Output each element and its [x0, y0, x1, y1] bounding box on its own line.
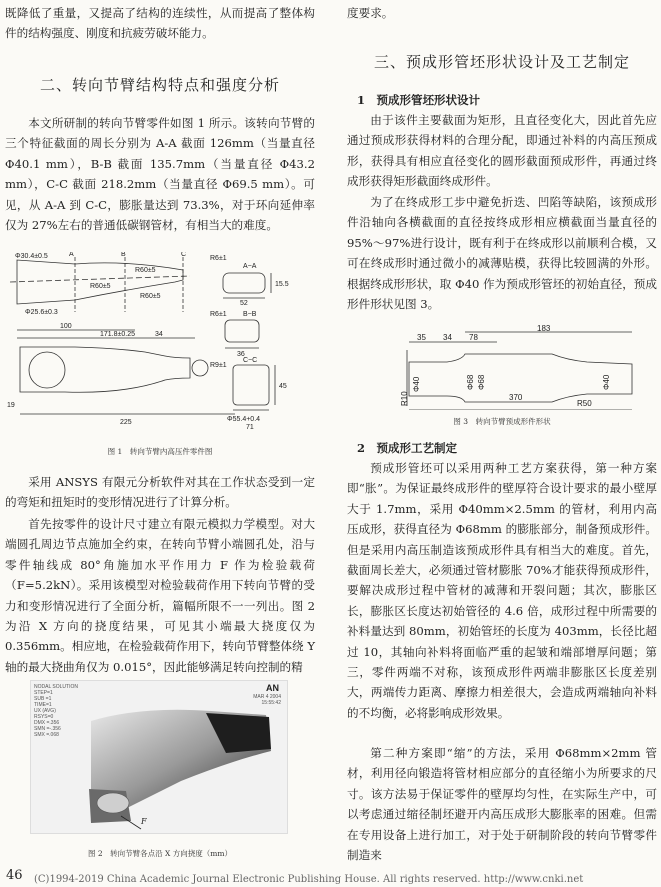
subsection-2-title: 2 预成形工艺制定 [357, 441, 458, 455]
dim-d68-a: Φ68 [466, 374, 475, 390]
section-2-para-2: 采用 ANSYS 有限元分析软件对其在工作状态受到一定的弯矩和扭矩时的变形情况进行了计算分析。 [5, 475, 315, 510]
label-a: A [69, 252, 74, 258]
label-c: C [181, 252, 187, 258]
section-3-para-4: 第二种方案即“缩”的方法，采用 Φ68mm×2mm 管材，利用径向锻造将管材相应部分的直径缩小为所要求的尺寸。该方法易于保证零件的壁厚均匀性，在实际生产中，可以考虑通过缩径制坯避开内高压成形大膨胀率的困难。但需在专用设备上进行加工，对于处于研制阶段的转向节臂零件制造来 [347, 746, 657, 863]
force-label: F [141, 817, 147, 826]
section-bb-shape [225, 320, 259, 342]
dim-171-8: 171.8±0.25 [100, 331, 135, 338]
dim-r9: R9±1 [210, 362, 227, 369]
right-top-tail: 度要求。 [347, 6, 394, 20]
label-cc: C−C [243, 357, 258, 364]
dim-183: 183 [537, 324, 551, 333]
copyright-footer: (C)1994-2019 China Academic Journal Electronic Publishing House. All rights reserved. http://www.cnki.net [34, 874, 584, 885]
dim-d40-left: Φ40 [412, 376, 421, 392]
ansys-date: MAR 4 2004 [253, 694, 281, 700]
dim-r60-b: R60±5 [135, 267, 156, 274]
dim-78: 78 [469, 333, 478, 342]
ansys-time: 15:55:42 [261, 700, 281, 706]
dim-45: 45 [279, 383, 287, 390]
label-aa: A−A [243, 263, 257, 270]
figure-2-caption: 图 2 转向节臂各点沿 X 方向挠度（mm） [88, 849, 232, 858]
dim-370: 370 [509, 393, 523, 402]
dim-r60-a: R60±5 [90, 283, 111, 290]
dim-r6-b: R6±1 [210, 311, 227, 318]
section-3-title: 三、预成形管坯形状设计及工艺制定 [373, 53, 630, 71]
dim-71: 71 [246, 424, 254, 431]
page-number: 46 [6, 868, 23, 883]
ansys-logo: AN [266, 683, 279, 693]
dim-19: 19 [7, 402, 15, 409]
dim-d25: Φ25.6±0.3 [25, 309, 58, 316]
large-hole [29, 352, 65, 388]
dim-d55: Φ55.4+0.4 [227, 416, 261, 423]
dim-d68-b: Φ68 [477, 374, 486, 390]
ansys-info-block: NODAL SOLUTION STEP=1 SUB =1 TIME=1 UX (AVG) RSYS=0 DMX =.356 SMN =-.356 SMX =.068 [34, 684, 78, 738]
section-cc-shape [233, 365, 269, 405]
dim-d40-right: Φ40 [602, 374, 611, 390]
figure-3-caption: 图 3 转向节臂预成形件形状 [453, 417, 551, 426]
label-bb: B−B [243, 311, 257, 318]
fe-model-render [31, 681, 287, 833]
dim-r6-a: R6±1 [210, 255, 227, 262]
dim-34: 34 [155, 331, 163, 338]
plan-view-outline [20, 347, 190, 392]
dim-d30: Φ30.4±0.5 [15, 253, 48, 260]
intro-tail: 既降低了重量，又提高了结构的连续性，从而提高了整体构件的结构强度、刚度和抗疲劳破坏能力。 [5, 6, 315, 41]
dim-225: 225 [120, 419, 132, 426]
section-3-para-2: 为了在终成形工步中避免折迭、凹陷等缺陷，该预成形件沿轴向各横截面的直径按终成形相应横截面当量直径的 95%～97%进行设计，既有利于在终成形以前顺利合模，又可在终成形时通过微小的减薄贴模，获得比较圆满的外形。根据终成形形状，取 Φ40 作为预成形管坯的初始直径，预成形件形状见图 3。 [347, 195, 657, 312]
figure-2-image [30, 680, 288, 834]
section-3-para-1: 由于该件主要截面为矩形，且直径变化大，因此首先应通过预成形获得材料的合理分配，即通过补料的内高压预成形，获得具有相应直径变化的圆形截面预成形件，再通过终成形获得矩形截面终成形件。 [347, 113, 657, 189]
label-b: B [121, 252, 126, 258]
dim-34: 34 [443, 333, 452, 342]
dim-100: 100 [60, 323, 72, 330]
section-2-title: 二、转向节臂结构特点和强度分析 [39, 76, 280, 94]
dim-35: 35 [417, 333, 426, 342]
dim-r60-c: R60±5 [140, 293, 161, 300]
figure-1-drawing [5, 252, 315, 437]
subsection-1-title: 1 预成形管坯形状设计 [357, 93, 481, 107]
dim-15-5: 15.5 [275, 281, 289, 288]
section-2-para-3: 首先按零件的设计尺寸建立有限元模拟力学模型。对大端圆孔周边节点施加全约束，在转向节臂小端圆孔处，沿与零件轴线成 80°角施加水平作用力 F 作为检验载荷（F=5.2kN）。采用该模型对检验载荷作用下转向节臂的受力和变形情况进行了全面分析，篇幅所限不一一列出。图 2 为沿 X 方向的挠度结果，可见其小端最大挠度仅为 0.356mm。相应地，在检验载荷作用下，转向节臂整体绕 Y 轴的最大挠曲角仅为 0.015°，因此能够满足转向控制的精 [5, 517, 315, 674]
dim-r10: R10 [400, 391, 409, 406]
dim-36: 36 [237, 351, 245, 358]
section-2-para-1: 本文所研制的转向节臂零件如图 1 所示。该转向节臂的三个特征截面的周长分别为 A-A 截面 126mm（当量直径 Φ40.1 mm），B-B 截面 135.7mm（当量直径 Φ43.2 mm），C-C 截面 218.2mm（当量直径 Φ69.5 mm）。可见，从 A-A 到 C-C，膨胀量达到 73.3%，对于环向延伸率仅为 27%左右的普通低碳钢管材，有相当大的难度。 [5, 116, 315, 233]
section-3-para-3: 预成形管坯可以采用两种工艺方案获得，第一种方案即“胀”。为保证最终成形件的壁厚符合设计要求的最小壁厚大于 1.7mm，采用 Φ40mm×2.5mm 的管材，利用内高压成形，获得直径为 Φ68mm 的膨胀部分，制备预成形件。但是采用内高压制造该预成形件具有相当大的难度。首先，截面周长差大，必须通过管材膨胀 70%才能获得预成形件，要解决成形过程中管材的减薄和开裂问题；其次，膨胀区长，膨胀区长度达初始管径的 4.6 倍，成形过程中所需要的补料量达到 80mm，初始管坯的长度为 403mm，长径比超过 10，其轴向补料将面临严重的起皱和端部增厚问题；第三，零件两端不对称，该预成形件两端非膨胀区长度差别大，两端传力距离、摩擦力相差很大，会造成两端轴向补料的不均衡，必将影响成形效果。 [347, 461, 657, 720]
dim-52: 52 [240, 300, 248, 307]
figure-1-caption: 图 1 转向节臂内高压件零件图 [107, 447, 213, 456]
section-aa-shape [223, 273, 265, 293]
dim-r50: R50 [577, 399, 592, 408]
figure-3-drawing [347, 322, 657, 410]
